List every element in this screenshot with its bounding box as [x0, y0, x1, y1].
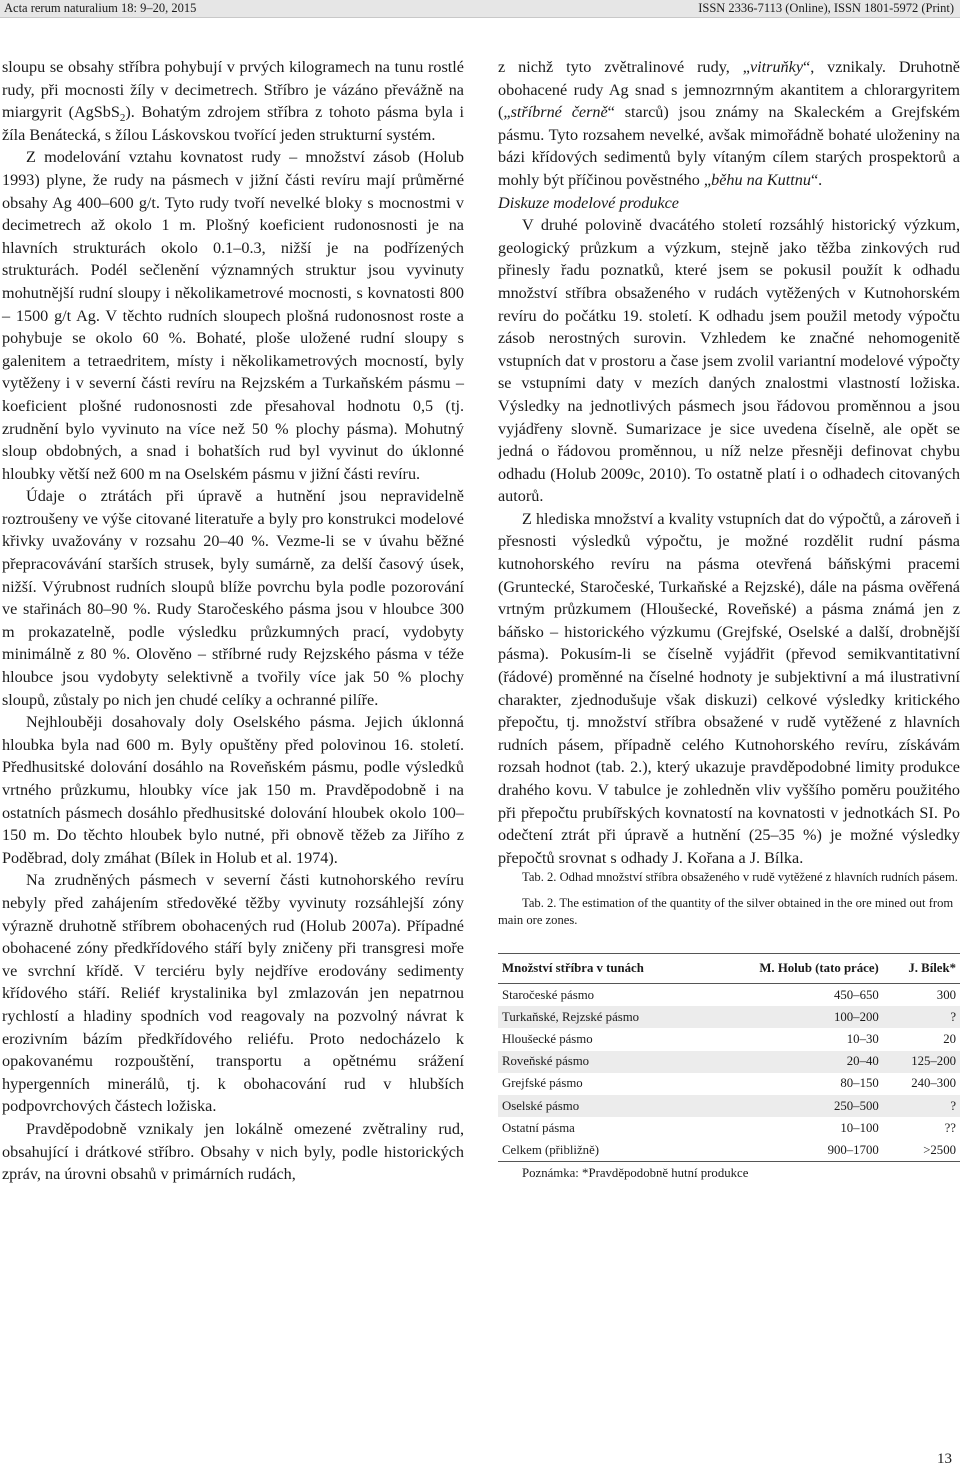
paragraph-6: Pravděpodobně vznikaly jen lokálně omezené zvětraliny rud, obsahující i drátkové stříbro. Obsahy v nich byly, podle historických zpráv, na úrovni obsahů v primárních rudách, [2, 1119, 464, 1184]
table-cell: 20 [943, 1031, 956, 1046]
paragraph-continuation: z nichž tyto zvětralinové rudy, „vitruňky“, vznikaly. Druhotně obohacené rudy Ag snad s jemnozrnným akantitem a chlorargyritem („stříbrné černě“ starců) jsou známy na Skaleckém a Grejfském pásmu. Tyto rozsahem nevelké, avšak mimořádně bohaté uloženiny na bázi křídových sedimentů byly vítaným cílem starých prospektorů a mohly být příčinou pověstného „běhu na Kuttnu“. [498, 58, 960, 189]
table-cell: Oselské pásmo [498, 1095, 706, 1117]
table-cell: 300 [936, 987, 956, 1002]
table-note: Poznámka: *Pravděpodobně hutní produkce [522, 1166, 749, 1181]
header-cell: Množství stříbra v tunách [498, 954, 706, 984]
table-row [498, 1028, 960, 1050]
section-heading: Diskuze modelové produkce [498, 193, 679, 212]
paragraph-1: sloupu se obsahy stříbra pohybují v prvých kilogramech na tunu rostlé rudy, při mocnosti žíly v decimetrech. Stříbro je vázáno převážně na miargyrit (AgSbS$_2$). Bohatým zdrojem stříbra z tohoto pásma byla i žíla Benátecká, s žílou Láskovskou tvořící jeden strukturní systém. [2, 58, 464, 144]
paragraph-3: Údaje o ztrátách při úpravě a hutnění jsou nepravidelně roztroušeny ve výše citované literatuře a byly pro konstrukci modelové křivky uvažovány v rozsahu 20–40 %. Vezme-li se v úvahu běžné přepracovávání starších strusek, byly sumárně, za delší časový úsek, nižší. Výrubnost rudních sloupů blíže povrchu byla podle pozorování ve stařinách 80–90 %. Rudy Staročeského pásma jsou v hloubce 300 m prokazatelně, podle výsledku průzkumných prací, vydobyty minimálně z 80 %. Olověno – stříbrné rudy Rejzského pásma v téže hloubce jsou vydobyty selektivně a tvořily více jak 50 % plochy sloupů, zůstaly po nich jen chudé celíky a ochranné pilíře. [2, 487, 464, 709]
table-row [498, 1051, 960, 1073]
running-header [0, 0, 960, 18]
table-cell: 125–200 [883, 1051, 960, 1073]
issn-line: ISSN 2336-7113 (Online), ISSN 1801-5972 (Print) [698, 1, 954, 15]
table-row [498, 1117, 960, 1139]
table-header-row [498, 954, 960, 984]
table-cell: 10–100 [840, 1120, 879, 1135]
page-number: 13 [937, 1451, 952, 1467]
table-cell: 100–200 [706, 1006, 883, 1028]
subscript-2: 2 [119, 112, 126, 125]
paragraph-5: Na zrudněných pásmech v severní části kutnohorského revíru nebyly před zahájením středověké těžby vyvinuty rozsáhlejší zóny výrazně druhotně stříbrem obohacených rud (Holub 2007a). Případné obohacené zóny předkřídového stáří byly zničeny při transgresi moře ve svrchní křídě. V terciéru byly nejdříve erodovány sedimenty křídového stáří. Reliéf krystalinika byl zmlazován jen nepatrnou rychlostí a hladiny spodních vod reagovaly na pozvolný návrat k erozivním bázím předkřídového reliéfu. Proto nedocházelo k opakovanému rozpouštění, transportu a opětnému srážení hypergenních minerálů, tj. k obohacování rud v hlubších podpovrchových částech ložiska. [2, 871, 464, 1116]
silver-estimate-table [498, 953, 960, 1162]
header-cell: M. Holub (tato práce) [706, 954, 883, 984]
table-cell: ?? [944, 1120, 956, 1135]
table-cell: 900–1700 [706, 1139, 883, 1162]
table-cell: 240–300 [911, 1076, 956, 1091]
table-cell: ? [883, 1006, 960, 1028]
paragraph-discussion-1: V druhé polovině dvacátého století rozsáhlý historický výzkum, geologický průzkum a výzkum, stejně jako těžba zinkových rud přinesly řadu poznatků, které jsem se pokusil použít k odhadu množství stříbra obsaženého v rudách vytěžených v Kutnohorském revíru do počátku 19. století. K odhadu jsem použil metody výpočtu zásob nerostných surovin. Vzhledem ke značné nehomogenitě vstupních dat v prostoru a čase jsem zvolil variantní modelové výpočty se vstupními daty v mezích daných znalostmi vlastností ložiska. Výsledky na jednotlivých pásmech jsou řádovou proměnnou a jsou vyjádřeny slovně. Sumarizace je sice uvedena číselně, ale opět se jedná o řádovou proměnnou, u níž nelze přesněji definovat chybu odhadu (Holub 2009c, 2010). To ostatně platí i o odhadech citovaných autorů. [498, 216, 960, 506]
table-cell: 80–150 [840, 1076, 879, 1091]
header-cell: J. Bílek* [883, 954, 960, 984]
table-cell: >2500 [883, 1139, 960, 1162]
table-cell: Ostatní pásma [502, 1120, 575, 1135]
right-column [498, 56, 960, 1185]
table-cell: Hloušecké pásmo [502, 1031, 593, 1046]
table-cell: 20–40 [706, 1051, 883, 1073]
table-cell: ? [883, 1095, 960, 1117]
table-caption-cz: Tab. 2. Odhad množství stříbra obsaženého v rudě vytěžené z hlavních rudních pásem. [522, 870, 958, 885]
table-row [498, 1073, 960, 1095]
table-cell: Grejfské pásmo [502, 1076, 583, 1091]
left-column [2, 56, 464, 1186]
table-cell: 10–30 [846, 1031, 879, 1046]
table-cell: Staročeské pásmo [502, 987, 595, 1002]
table-cell: 250–500 [706, 1095, 883, 1117]
paragraph-2: Z modelování vztahu kovnatost rudy – množství zásob (Holub 1993) plyne, že rudy na pásmech v jižní části revíru mají průměrné obsahy Ag 400–600 g/t. Tyto rudy tvoří nevelké bloky s mocnostmi v decimetrech až okolo 1 m. Plošný koeficient rudonosnosti je na hlavních strukturách okolo 0.1–0.3, nižší je na podřízených strukturách. Podél sečlenění významných struktur jsou vyvinuty mohutnější rudní sloupy i několikametrové mocnosti, s kovnatosti 800 – 1500 g/t Ag. V těchto rudních sloupech plošná rudonosnost roste a pohybuje se okolo 60 %. Bohaté, ploše uložené rudní sloupy s galenitem a tetraedritem, místy i několikametrových mocností, byly vytěženy i v severní části revíru na Rejzském a Turkaňském pásmu – koeficient plošné rudonosnosti zde přesahoval hodnotu 0,5 (tj. zrudnění bylo vyvinuto na více než 50 % plochy pásma). Mohutný sloup obdobných, a snad i bohatších rud byl vyvinut do úklonné hloubky větší než 600 m na Oselském pásmu v jižní části revíru. [2, 148, 464, 483]
table-row [498, 1095, 960, 1117]
table-caption-en: Tab. 2. The estimation of the quantity of the silver obtained in the ore mined out from main ore zones. [498, 896, 954, 928]
table-row [498, 1006, 960, 1028]
table-total-row [498, 1139, 960, 1162]
table-cell: Roveňské pásmo [498, 1051, 706, 1073]
journal-citation: Acta rerum naturalium 18: 9–20, 2015 [4, 1, 197, 15]
paragraph-4: Nejhlouběji dosahovaly doly Oselského pásma. Jejich úklonná hloubka byla nad 600 m. Byly opuštěny před polovinou 16. století. Předhusitské dolování dosáhlo na Roveňském pásmu, podle výsledků vrtného průzkumu, hloubky více jak 150 m. Pravděpodobně i na ostatních pásmech dosáhlo předhusitské dolování hloubek okolo 100–150 m. Do těchto hloubek bylo nutné, při obnově těžeb za Jiřího z Poděbrad, doly zmáhat (Bílek in Holub et al. 1974). [2, 713, 464, 867]
table-cell: 450–650 [833, 987, 879, 1002]
table-row [498, 983, 960, 1006]
paragraph-discussion-2: Z hlediska množství a kvality vstupních dat do výpočtů, a zároveň i přesnosti výsledků výpočtu, je možné rozdělit rudní pásma kutnohorského revíru na pásma otevřená báňskými pracemi (Gruntecké, Staročeské, Turkaňské a Rejzské), dále na pásma ověřená vrtným průzkumem (Hloušecké, Roveňské) a pásma známá jen z báňsko – historického výzkumu (Grejfské, Oselské a další, drobnější pásma). Pokusím-li se číselně vyjádřit (převod semikvantitativní (řádové) proměnné na číselné hodnoty je subjektivní a má ilustrativní charakter, zjednodušuje však diskuzi) celkové výsledky kritického přepočtu, tj. množství stříbra obsažené v rudě vytěžené z hlavních rudních pásem, případně celého Kutnohorského revíru, získávám rozsah hodnot (tab. 2.), který ukazuje pravděpodobné limity produkce drahého kovu. V tabulce je zohledněn vliv vyššího poměru použitého při přepočtu prubířských kovnatostí na kovnatosti v jednotkách SI. Po odečtení ztrát při úpravě a hutnění (25–35 %) je možné výsledky přepočtů srovnat s odhady J. Kořana a J. Bílka. [498, 509, 960, 867]
table-cell: Celkem (přibližně) [498, 1139, 706, 1162]
table-cell: Turkaňské, Rejzské pásmo [498, 1006, 706, 1028]
